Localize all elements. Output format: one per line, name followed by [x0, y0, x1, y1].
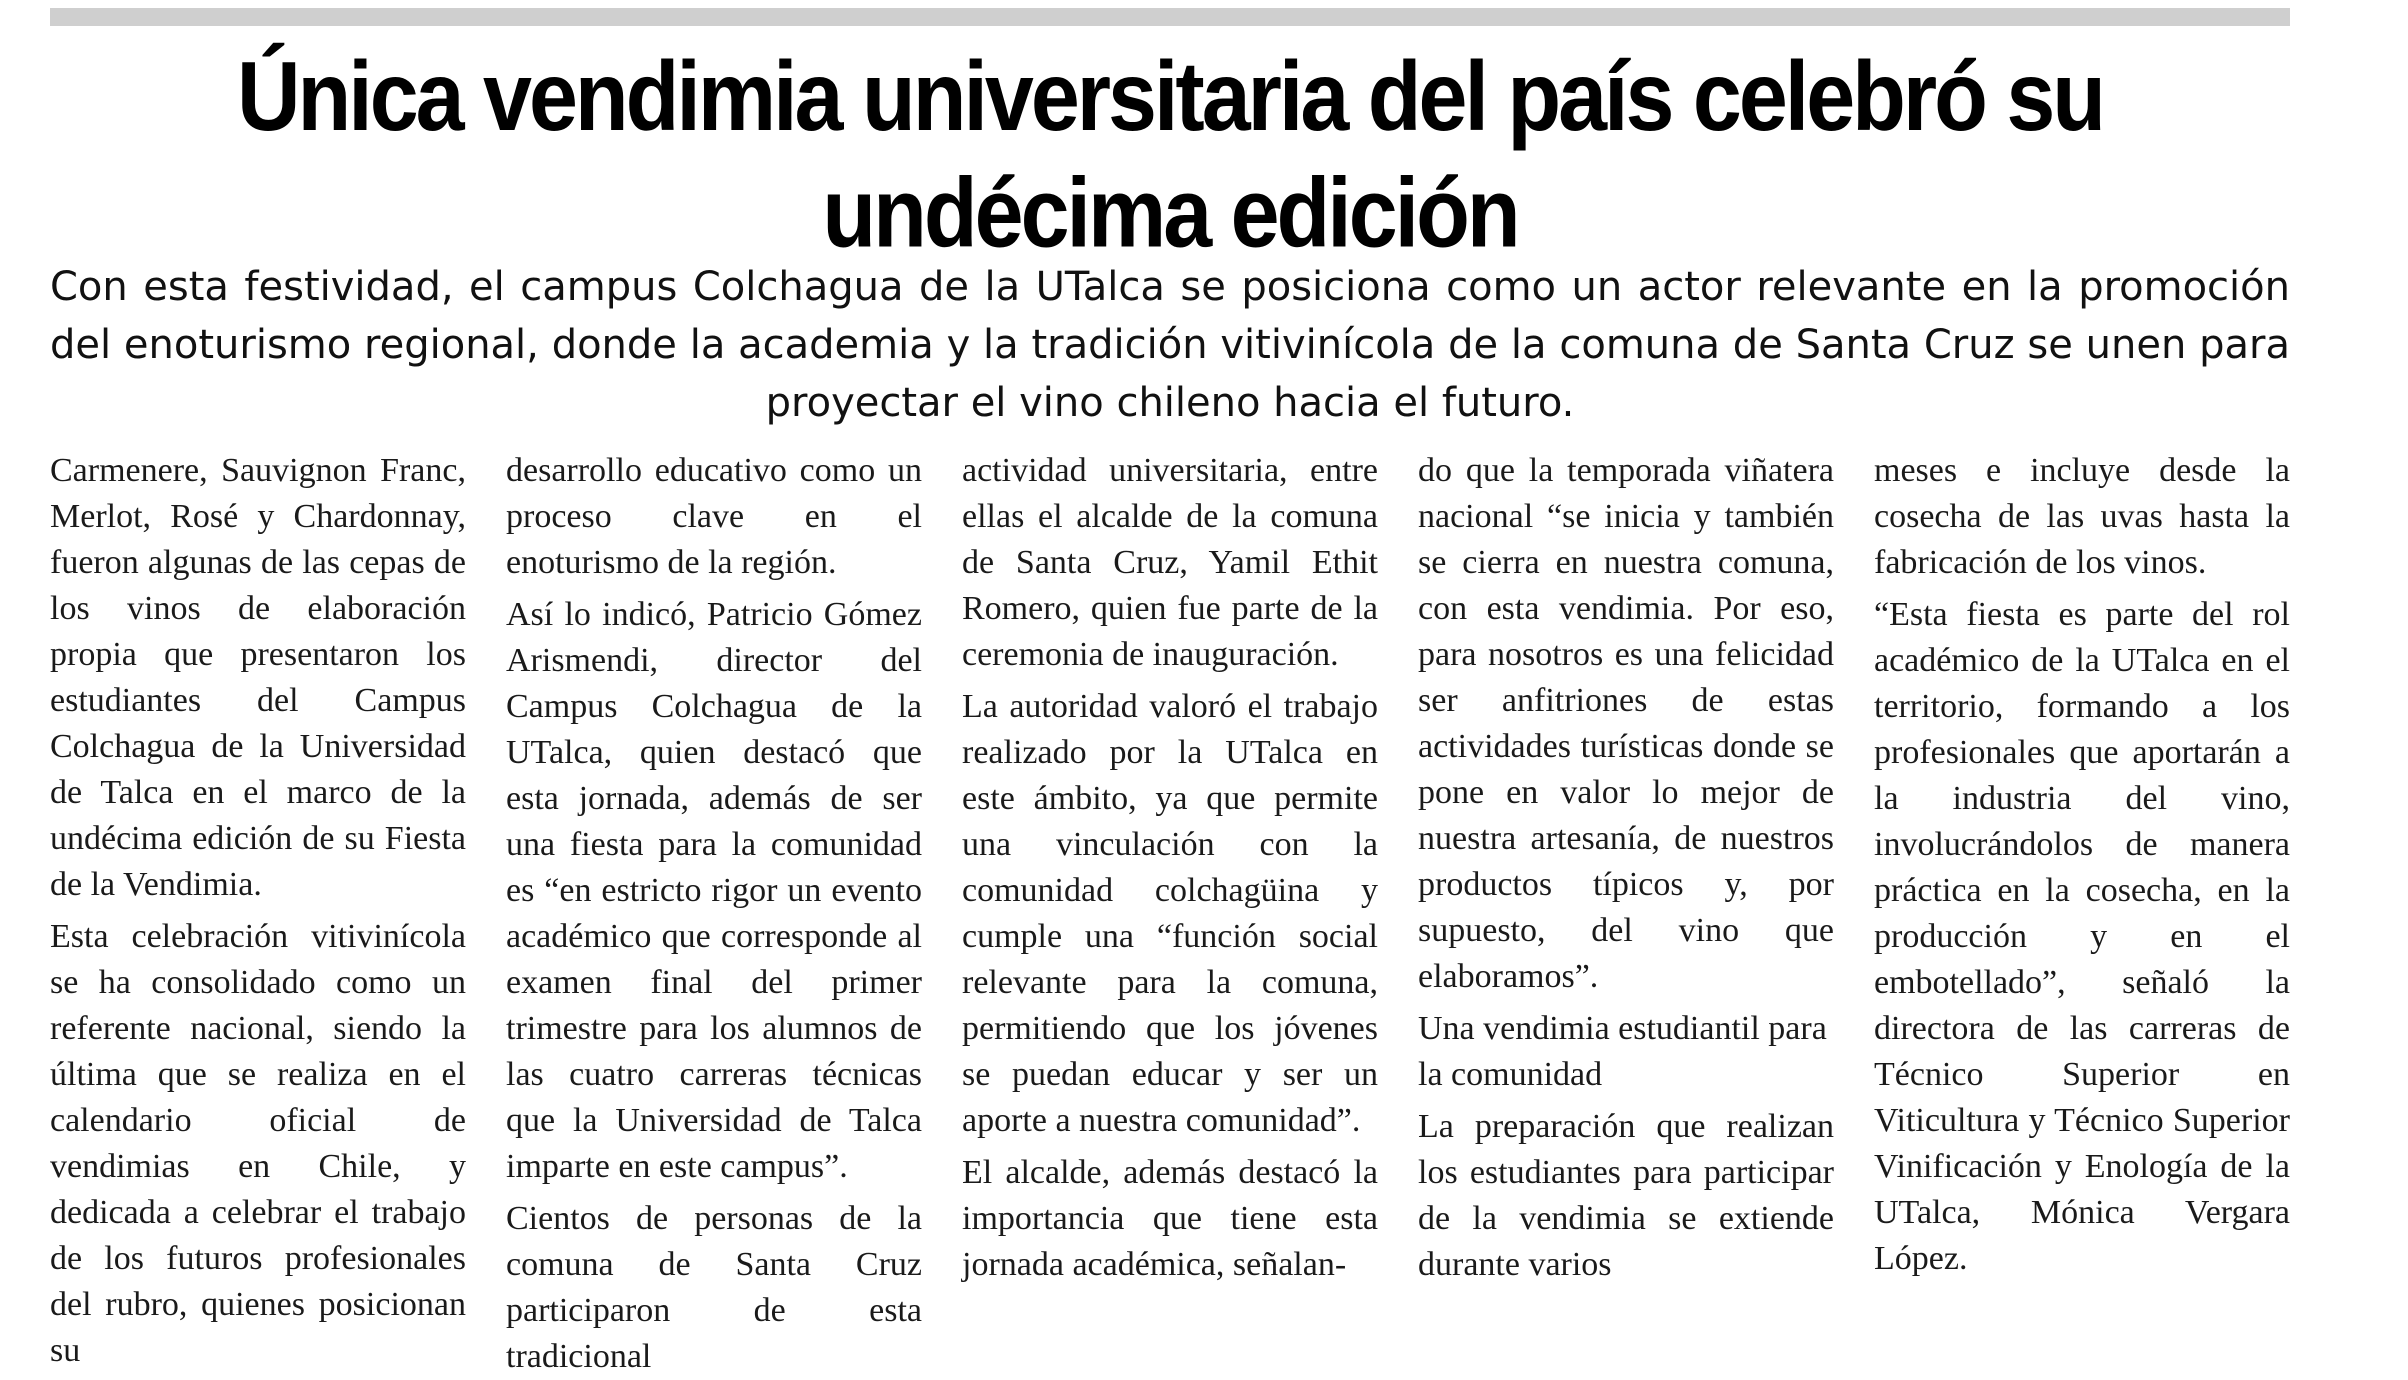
paragraph: desarrollo educativo como un proceso clave en el enoturismo de la región.: [506, 452, 922, 581]
article-column-5: [1874, 448, 2290, 1298]
paragraph: El alcalde, además destacó la importancia que tiene esta jornada académica, señalan-: [962, 1154, 1378, 1283]
paragraph: Así lo indicó, Patricio Gómez Arismendi, director del Campus Colchagua de la UTalca, quien destacó que esta jornada, además de ser una fiesta para la comunidad es “en estricto rigor un evento académico que corresponde al examen final del primer trimestre para los alumnos de las cuatro carreras técnicas que la Universidad de Talca imparte en este campus”.: [506, 596, 922, 1185]
paragraph: La preparación que realizan los estudiantes para participar de la vendimia se extiende durante varios: [1418, 1108, 1834, 1283]
article-column-3: [962, 448, 1378, 1298]
article-column-1: [50, 448, 466, 1369]
paragraph: Carmenere, Sauvignon Franc, Merlot, Rosé y Chardonnay, fueron algunas de las cepas de los vinos de elaboración propia que presentaron los estudiantes del Campus Colchagua de la Universidad de Talca en el marco de la undécima edición de su Fiesta de la Vendimia.: [50, 452, 466, 903]
section-subtitle: Una vendimia estudiantil para la comunidad: [1418, 1010, 1827, 1093]
article-column-4: [1418, 448, 1834, 1298]
article-subheadline: Con esta festividad, el campus Colchagua de la UTalca se posiciona como un actor relevante en la promoción del enoturismo regional, donde la academia y la tradición vitivinícola de la comuna de Santa Cruz se unen para proyectar el vino chileno hacia el futuro.: [50, 264, 2290, 426]
article-body: [50, 448, 2290, 1375]
paragraph: meses e incluye desde la cosecha de las uvas hasta la fabricación de los vinos.: [1874, 452, 2290, 581]
paragraph: La autoridad valoró el trabajo realizado por la UTalca en este ámbito, ya que permite una vinculación con la comunidad colchagüina y cumple una “función social relevante para la comuna, permitiendo que los jóvenes se puedan educar y ser un aporte a nuestra comunidad”.: [962, 688, 1378, 1139]
paragraph: “Esta fiesta es parte del rol académico de la UTalca en el territorio, formando a los profesionales que aportarán a la industria del vino, involucrándolos de manera práctica en la cosecha, en la producción y en el embotellado”, señaló la directora de las carreras de Técnico Superior en Viticultura y Técnico Superior Vinificación y Enología de la UTalca, Mónica Vergara López.: [1874, 596, 2290, 1277]
paragraph: do que la temporada viñatera nacional “se inicia y también se cierra en nuestra comuna, con esta vendimia. Por eso, para nosotros es una felicidad ser anfitriones de estas actividades turísticas donde se pone en valor lo mejor de nuestra artesanía, de nuestros productos típicos y, por supuesto, del vino que elaboramos”.: [1418, 452, 1834, 995]
top-rule: [50, 8, 2290, 26]
paragraph: Esta celebración vitivinícola se ha consolidado como un referente nacional, siendo la última que se realiza en el calendario oficial de vendimias en Chile, y dedicada a celebrar el trabajo de los futuros profesionales del rubro, quienes posicionan su: [50, 918, 466, 1369]
paragraph: Cientos de personas de la comuna de Santa Cruz participaron de esta tradicional: [506, 1200, 922, 1375]
paragraph: actividad universitaria, entre ellas el alcalde de la comuna de Santa Cruz, Yamil Ethit Romero, quien fue parte de la ceremonia de inauguración.: [962, 452, 1378, 673]
article-headline: Única vendimia universitaria del país celebró su undécima edición: [236, 40, 2104, 268]
article-column-2: [506, 448, 922, 1375]
